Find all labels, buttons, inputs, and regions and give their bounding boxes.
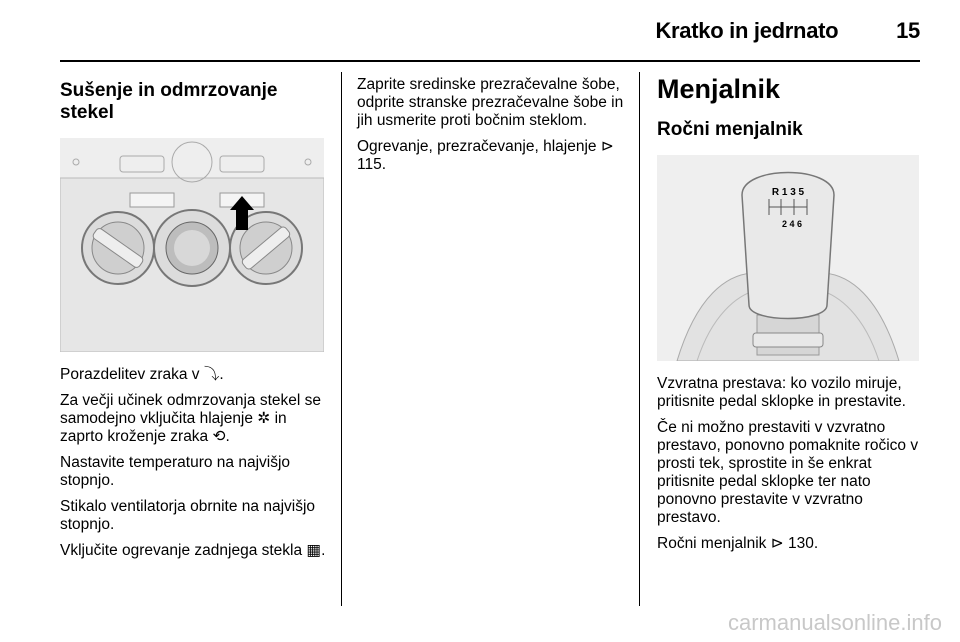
paragraph: Porazdelitev zraka v ⤵.	[60, 366, 224, 383]
paragraph: Če ni možno prestaviti v vzvratno prestavo, ponovno pomaknite ročico v prosti tek, sprostite in še enkrat pritisnite pedal sklopke ter nato ponovno prestavite v vzvratno prestavo.	[657, 419, 919, 526]
section-heading-defrost: Sušenje in odmrzovanje stekel	[60, 80, 278, 123]
paragraph: Zaprite sredinske prezračevalne šobe, odprite stranske prezračevalne šobe in jih usmerite proti bočnim steklom.	[357, 76, 624, 129]
column-transmission	[657, 70, 922, 561]
paragraph: Ročni menjalnik ⊳ 130.	[657, 535, 819, 552]
paragraph: Za večji učinek odmrzovanja stekel se samodejno vključita hlajenje ✲ in zaprto kroženje zraka ⟲.	[60, 392, 322, 445]
gear-pattern-top: R 1 3 5	[771, 187, 805, 198]
paragraph: Vključite ogrevanje zadnjega stekla ▦.	[60, 542, 326, 559]
header-rule	[60, 60, 920, 62]
gear-knob-illustration	[657, 155, 919, 361]
gear-pattern-bottom: 2 4 6	[781, 219, 803, 229]
page-number: 15	[896, 18, 920, 43]
page-title: Kratko in jedrnato	[655, 18, 839, 43]
climate-panel-drawing	[60, 138, 324, 352]
paragraph: Ogrevanje, prezračevanje, hlajenje ⊳ 115.	[357, 138, 614, 173]
page-header	[655, 18, 920, 44]
section-subtitle-manual: Ročni menjalnik	[657, 119, 803, 140]
climate-control-illustration	[60, 138, 324, 352]
watermark: carmanualsonline.info	[727, 610, 942, 635]
paragraph: Vzvratna prestava: ko vozilo miruje, pritisnite pedal sklopke in prestavite.	[657, 375, 906, 410]
column-ventilation	[357, 70, 625, 182]
paragraph: Stikalo ventilatorja obrnite na najvišjo stopnjo.	[60, 498, 316, 533]
column-divider	[639, 72, 640, 606]
column-divider	[341, 72, 342, 606]
paragraph: Nastavite temperaturo na najvišjo stopnjo.	[60, 454, 291, 489]
section-title-transmission: Menjalnik	[657, 74, 781, 104]
column-defrost	[60, 70, 328, 568]
gear-knob-drawing	[657, 155, 919, 361]
